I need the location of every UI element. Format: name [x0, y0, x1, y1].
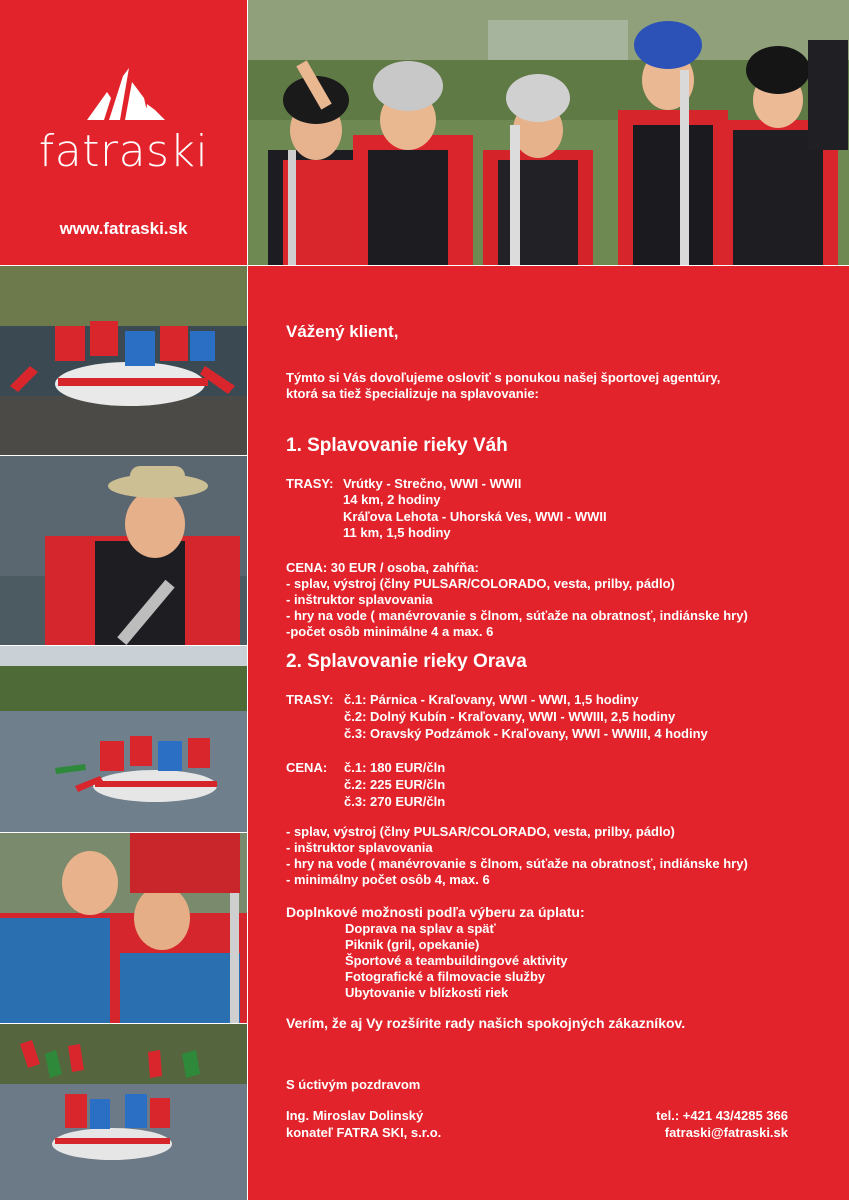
signature-role: konateľ FATRA SKI, s.r.o. — [286, 1125, 442, 1140]
section1-routes-label: TRASY: — [286, 476, 334, 491]
section1-route: Vrútky - Strečno, WWI - WWII — [343, 476, 522, 491]
section2-route: č.1: Párnica - Kraľovany, WWI - WWI, 1,5 hodiny — [344, 692, 639, 707]
closing-line: Verím, že aj Vy rozšírite rady našich spokojných zákazníkov. — [286, 1015, 686, 1031]
intro-line: Týmto si Vás dovoľujeme osloviť s ponukou našej športovej agentúry, — [286, 370, 721, 385]
contact-email[interactable]: fatraski@fatraski.sk — [664, 1125, 788, 1140]
signature-name: Ing. Miroslav Dolinský — [286, 1108, 424, 1123]
logo-panel — [0, 0, 247, 265]
paddler-hat-photo — [0, 456, 247, 645]
section2-title: 2. Splavovanie rieky Orava — [286, 651, 527, 672]
section2-include: - hry na vode ( manévrovanie s člnom, súťaže na obratnosť, indiánske hry) — [286, 856, 748, 871]
intro-line: ktorá sa tiež špecializuje na splavovanie: — [286, 386, 539, 401]
section2-include: - inštruktor splavovania — [286, 840, 433, 855]
extras-title: Doplnkové možnosti podľa výberu za úplatu: — [286, 904, 585, 920]
brand-name: fatraski — [38, 126, 209, 177]
regards: S úctivým pozdravom — [286, 1077, 421, 1092]
section1-include: - hry na vode ( manévrovanie s člnom, súťaže na obratnosť, indiánske hry) — [286, 608, 748, 623]
section2-routes-label: TRASY: — [286, 692, 334, 707]
section1-include: -počet osôb minimálne 4 a max. 6 — [286, 624, 494, 639]
raft-river-photo — [0, 646, 247, 832]
greeting: Vážený klient, — [286, 322, 399, 341]
section2-include: - splav, výstroj (člny PULSAR/COLORADO, vesta, prilby, pádlo) — [286, 824, 675, 839]
section2-price: č.1: 180 EUR/čln — [344, 760, 446, 775]
paddlers-closeup-photo — [0, 833, 247, 1023]
section1-include: - splav, výstroj (člny PULSAR/COLORADO, vesta, prilby, pádlo) — [286, 576, 675, 591]
section1-price: CENA: 30 EUR / osoba, zahŕňa: — [286, 560, 479, 575]
section2-price: č.3: 270 EUR/čln — [344, 794, 446, 809]
letter-panel — [248, 266, 849, 1200]
mountain-logo-icon — [87, 68, 165, 120]
section2-include: - minimálny počet osôb 4, max. 6 — [286, 872, 490, 887]
section1-route: Kráľova Lehota - Uhorská Ves, WWI - WWII — [343, 509, 607, 524]
section1-route: 11 km, 1,5 hodiny — [343, 525, 451, 540]
section1-include: - inštruktor splavovania — [286, 592, 433, 607]
extras-item: Športové a teambuildingové aktivity — [345, 953, 568, 968]
website-link[interactable]: www.fatraski.sk — [59, 219, 188, 238]
extras-item: Doprava na splav a späť — [345, 921, 496, 936]
section1-title: 1. Splavovanie rieky Váh — [286, 435, 508, 456]
section2-route: č.3: Oravský Podzámok - Kraľovany, WWI - WWIII, 4 hodiny — [344, 726, 708, 741]
section2-price-label: CENA: — [286, 760, 328, 775]
section2-price: č.2: 225 EUR/čln — [344, 777, 446, 792]
extras-item: Ubytovanie v blízkosti riek — [345, 985, 509, 1000]
extras-item: Piknik (gril, opekanie) — [345, 937, 480, 952]
raft-group-photo — [0, 266, 247, 455]
section2-route: č.2: Dolný Kubín - Kraľovany, WWI - WWIII, 2,5 hodiny — [344, 709, 676, 724]
team-helmets-photo — [248, 0, 849, 265]
section1-route: 14 km, 2 hodiny — [343, 492, 441, 507]
raft-paddles-up-photo — [0, 1024, 247, 1200]
extras-item: Fotografické a filmovacie služby — [345, 969, 546, 984]
contact-phone[interactable]: tel.: +421 43/4285 366 — [656, 1108, 788, 1123]
